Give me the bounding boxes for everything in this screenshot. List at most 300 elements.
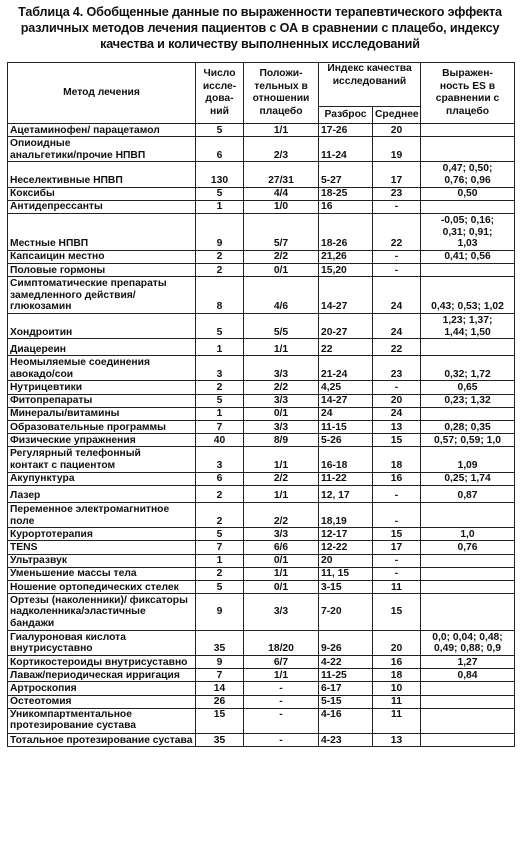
cell-range — [319, 472, 373, 485]
cell-mean-line: 17 — [390, 541, 403, 553]
cell-method-line: Опиоидные — [10, 138, 71, 150]
cell-range-line: 11, 15 — [321, 568, 350, 580]
cell-mean — [373, 541, 421, 554]
cell-method — [8, 669, 196, 682]
cell-range — [319, 313, 373, 338]
cell-range-line: 11-22 — [321, 473, 347, 485]
cell-es — [421, 356, 515, 381]
cell-count-line: 6 — [216, 149, 223, 161]
cell-count — [196, 485, 244, 502]
cell-es-line: -0,05; 0,16; — [440, 214, 495, 226]
cell-mean-line: 11 — [391, 708, 402, 720]
cell-positive-line: 6/6 — [273, 541, 289, 553]
cell-positive-line: - — [279, 708, 283, 720]
cell-positive-line: 5/7 — [273, 238, 289, 250]
table-row — [8, 137, 515, 162]
cell-count-line: 2 — [216, 264, 223, 276]
cell-count-line: 1 — [216, 201, 223, 213]
cell-count-line: 9 — [216, 656, 223, 668]
cell-range — [319, 447, 373, 472]
cell-method-line: Акупунктура — [10, 473, 75, 485]
table-row — [8, 213, 515, 250]
cell-es — [421, 339, 515, 356]
cell-es — [421, 472, 515, 485]
cell-method-line: глюкозамин — [10, 301, 72, 313]
cell-method-line: внутрисуставно — [10, 643, 93, 655]
cell-count-line: 5 — [216, 124, 223, 136]
cell-mean — [373, 263, 421, 276]
cell-count — [196, 356, 244, 381]
cell-es — [421, 162, 515, 187]
cell-positive-line: 3/3 — [273, 368, 289, 380]
cell-range-line: 14-27 — [321, 395, 348, 407]
table-caption — [6, 4, 514, 52]
cell-range — [319, 695, 373, 708]
cell-count-line: 2 — [216, 382, 223, 394]
cell-range — [319, 381, 373, 394]
cell-count — [196, 541, 244, 554]
cell-count-line: 5 — [216, 395, 223, 407]
header-line: иссле- — [202, 80, 237, 92]
cell-count — [196, 381, 244, 394]
cell-method-line: Минералы/витамины — [10, 408, 120, 420]
cell-positive — [244, 162, 319, 187]
cell-es — [421, 708, 515, 733]
cell-count-line: 5 — [216, 326, 223, 338]
cell-mean-line: 11 — [391, 696, 402, 708]
cell-es — [421, 434, 515, 447]
table-row — [8, 187, 515, 200]
cell-mean — [373, 421, 421, 434]
cell-range — [319, 734, 373, 747]
cell-mean — [373, 502, 421, 527]
cell-method-line: протезирование сустава — [10, 720, 137, 732]
cell-method — [8, 708, 196, 733]
cell-positive — [244, 421, 319, 434]
cell-es-line: 0,25; 1,74 — [444, 473, 491, 485]
cell-range-line: 4,25 — [321, 382, 342, 394]
cell-method-line: Гиалуроновая кислота — [10, 631, 126, 643]
header-line: плацебо — [445, 105, 490, 117]
cell-range — [319, 580, 373, 593]
cell-es-line: 1,44; 1,50 — [444, 326, 491, 338]
cell-method-line: Артроскопия — [10, 683, 77, 695]
cell-count — [196, 669, 244, 682]
cell-es-line: 0,47; 0,50; — [442, 163, 493, 175]
cell-mean-line: - — [394, 490, 399, 502]
table-row — [8, 541, 515, 554]
cell-range — [319, 485, 373, 502]
header-line: исследований — [332, 75, 407, 87]
cell-count-line: 1 — [216, 343, 223, 355]
cell-method — [8, 407, 196, 420]
cell-count — [196, 313, 244, 338]
cell-mean — [373, 472, 421, 485]
table-row — [8, 162, 515, 187]
cell-es — [421, 407, 515, 420]
cell-count-line: 2 — [216, 515, 223, 527]
cell-count-line: 2 — [216, 490, 223, 502]
cell-positive-line: - — [279, 683, 283, 695]
cell-method-line: бандажи — [10, 617, 55, 629]
cell-positive-line: 2/3 — [273, 149, 289, 161]
cell-method — [8, 250, 196, 263]
cell-positive — [244, 567, 319, 580]
cell-positive-line: 1/0 — [273, 201, 289, 213]
cell-method — [8, 734, 196, 747]
cell-positive-line: 4/6 — [273, 301, 289, 313]
cell-es-line: 1,23; 1,37; — [442, 314, 493, 326]
cell-positive-line: 6/7 — [273, 656, 289, 668]
cell-method-line: Хондроитин — [10, 326, 73, 338]
cell-count — [196, 421, 244, 434]
cell-es — [421, 695, 515, 708]
cell-mean — [373, 669, 421, 682]
table-row — [8, 200, 515, 213]
cell-range — [319, 434, 373, 447]
cell-es-line: 1,0 — [460, 528, 475, 540]
cell-positive — [244, 656, 319, 669]
cell-count-line: 1 — [216, 555, 223, 567]
cell-es — [421, 447, 515, 472]
cell-mean-line: 18 — [390, 460, 403, 471]
cell-count-line: 9 — [216, 238, 223, 250]
cell-mean-line: 13 — [390, 734, 403, 746]
table-row — [8, 472, 515, 485]
cell-range — [319, 567, 373, 580]
cell-mean — [373, 447, 421, 472]
cell-mean — [373, 485, 421, 502]
cell-positive — [244, 472, 319, 485]
cell-count — [196, 213, 244, 250]
cell-positive-line: 0/1 — [273, 555, 289, 567]
cell-es — [421, 200, 515, 213]
cell-method — [8, 313, 196, 338]
cell-es-line: 0,32; 1,72 — [444, 368, 491, 380]
cell-count — [196, 734, 244, 747]
header-quality — [319, 63, 421, 107]
cell-mean — [373, 695, 421, 708]
cell-range-line: 11-15 — [321, 421, 347, 433]
cell-count — [196, 339, 244, 356]
cell-method-line: Нутрицевтики — [10, 382, 83, 394]
cell-range — [319, 394, 373, 407]
cell-count — [196, 630, 244, 655]
cell-mean — [373, 580, 421, 593]
cell-mean-line: 18 — [390, 669, 403, 681]
cell-mean-line: - — [394, 382, 399, 394]
cell-positive-line: 3/3 — [273, 528, 289, 540]
header-line: Выражен- — [442, 68, 493, 79]
cell-method-line: поле — [10, 515, 35, 527]
cell-count — [196, 124, 244, 137]
cell-mean — [373, 734, 421, 747]
cell-range — [319, 407, 373, 420]
cell-count — [196, 594, 244, 631]
header-line: ний — [210, 105, 229, 117]
cell-mean — [373, 356, 421, 381]
cell-count — [196, 162, 244, 187]
cell-method — [8, 695, 196, 708]
cell-method-line: Симптоматические препараты — [10, 278, 167, 290]
cell-method — [8, 124, 196, 137]
cell-es-line: 0,23; 1,32 — [444, 395, 491, 407]
cell-range-line: 16 — [321, 201, 333, 213]
cell-range-line: 20 — [321, 555, 333, 567]
cell-range-line: 4-23 — [321, 734, 342, 746]
cell-es — [421, 213, 515, 250]
cell-method — [8, 200, 196, 213]
cell-method — [8, 162, 196, 187]
header-line: Положи- — [259, 68, 303, 79]
cell-range-line: 18-25 — [321, 188, 348, 200]
table-row — [8, 356, 515, 381]
cell-es — [421, 485, 515, 502]
cell-es-line: 0,49; 0,88; 0,9 — [434, 643, 501, 655]
cell-range-line: 24 — [321, 408, 333, 420]
cell-mean — [373, 594, 421, 631]
cell-range — [319, 339, 373, 356]
cell-method — [8, 541, 196, 554]
cell-mean — [373, 656, 421, 669]
cell-mean-line: 13 — [390, 421, 403, 433]
cell-positive-line: - — [279, 696, 283, 708]
cell-es — [421, 263, 515, 276]
cell-method-line: Антидепрессанты — [10, 201, 103, 213]
table-row — [8, 339, 515, 356]
cell-range — [319, 502, 373, 527]
cell-positive — [244, 124, 319, 137]
cell-positive-line: 8/9 — [273, 434, 289, 446]
cell-count-line: 7 — [216, 669, 223, 681]
cell-mean-line: - — [394, 251, 399, 263]
header-line: сравнении с — [435, 93, 500, 104]
cell-method-line: надколенника/эластичные — [10, 606, 146, 618]
cell-es — [421, 421, 515, 434]
cell-es — [421, 381, 515, 394]
cell-es-line: 1,03 — [457, 238, 478, 250]
cell-method-line: Коксибы — [10, 188, 55, 200]
cell-count — [196, 263, 244, 276]
cell-positive — [244, 381, 319, 394]
cell-es — [421, 277, 515, 314]
cell-method-line: Регулярный телефонный — [10, 448, 141, 460]
cell-mean — [373, 162, 421, 187]
cell-mean — [373, 313, 421, 338]
cell-mean-line: 24 — [390, 408, 403, 420]
cell-mean — [373, 381, 421, 394]
cell-method — [8, 394, 196, 407]
cell-method-line: Тотальное протезирование сустава — [10, 734, 193, 746]
cell-mean-line: 16 — [390, 473, 403, 485]
cell-method-line: анальгетики/прочие НПВП — [10, 149, 146, 161]
cell-es-line: 1,27 — [457, 656, 478, 668]
cell-method-line: контакт с пациентом — [10, 460, 116, 471]
cell-positive-line: 0/1 — [273, 408, 289, 420]
cell-positive-line: 1/1 — [273, 343, 289, 355]
cell-range-line: 9-26 — [321, 643, 342, 655]
cell-count-line: 5 — [216, 581, 223, 593]
cell-es-line: 0,76 — [457, 541, 478, 553]
cell-range-line: 4-22 — [321, 656, 342, 668]
cell-es — [421, 580, 515, 593]
cell-range-line: 21-24 — [321, 368, 348, 380]
table-row — [8, 434, 515, 447]
table-row — [8, 695, 515, 708]
cell-es-line: 0,65 — [457, 382, 478, 394]
cell-es — [421, 394, 515, 407]
cell-range — [319, 541, 373, 554]
cell-mean-line: 22 — [390, 238, 403, 250]
cell-method — [8, 339, 196, 356]
cell-count — [196, 695, 244, 708]
cell-mean — [373, 394, 421, 407]
header-line: ность ES в — [439, 80, 496, 92]
header-mean: Среднее — [373, 107, 421, 124]
cell-method — [8, 656, 196, 669]
cell-positive-line: 1/1 — [273, 490, 289, 502]
cell-range-line: 20-27 — [321, 326, 348, 338]
cell-count — [196, 434, 244, 447]
cell-count — [196, 528, 244, 541]
cell-method — [8, 580, 196, 593]
cell-mean — [373, 434, 421, 447]
cell-count — [196, 656, 244, 669]
cell-range — [319, 250, 373, 263]
cell-positive-line: 18/20 — [268, 643, 294, 655]
cell-es — [421, 669, 515, 682]
cell-positive — [244, 630, 319, 655]
table-row — [8, 421, 515, 434]
table-row — [8, 394, 515, 407]
cell-mean-line: 17 — [390, 174, 403, 186]
cell-positive-line: 2/2 — [273, 473, 289, 485]
cell-range — [319, 594, 373, 631]
header-line: Число — [203, 68, 236, 79]
cell-positive-line: 3/3 — [273, 606, 289, 618]
header-method: Метод лечения — [8, 63, 196, 124]
cell-positive — [244, 485, 319, 502]
cell-positive — [244, 277, 319, 314]
cell-mean-line: 20 — [390, 395, 403, 407]
cell-positive-line: 5/5 — [273, 326, 289, 338]
cell-es-line: 1,09 — [457, 460, 478, 471]
cell-method-line: замедленного действия/ — [10, 289, 136, 301]
cell-range-line: 5-15 — [321, 696, 342, 708]
cell-method — [8, 356, 196, 381]
cell-method-line: авокадо/сои — [10, 368, 74, 380]
cell-es — [421, 734, 515, 747]
cell-count-line: 9 — [216, 606, 223, 618]
cell-mean-line: - — [394, 515, 399, 527]
cell-mean-line: 11 — [391, 581, 402, 593]
cell-range — [319, 421, 373, 434]
cell-count-line: 40 — [213, 434, 226, 446]
cell-count-line: 130 — [210, 174, 229, 186]
cell-count — [196, 554, 244, 567]
cell-positive-line: - — [279, 734, 283, 746]
cell-count-line: 5 — [216, 188, 223, 200]
table-row — [8, 528, 515, 541]
cell-count — [196, 187, 244, 200]
table-row — [8, 124, 515, 137]
header-line: отношении — [252, 93, 310, 104]
cell-es-line: 0,28; 0,35 — [444, 421, 491, 433]
cell-positive — [244, 447, 319, 472]
cell-mean-line: 20 — [390, 643, 403, 655]
cell-method — [8, 263, 196, 276]
cell-range-line: 7-20 — [321, 606, 342, 618]
cell-es — [421, 124, 515, 137]
cell-positive — [244, 187, 319, 200]
cell-count — [196, 567, 244, 580]
cell-range — [319, 554, 373, 567]
cell-method-line: Переменное электромагнитное — [10, 503, 170, 515]
caption-line: качества и количеству выполненных исследований — [100, 37, 420, 51]
cell-positive-line: 0/1 — [273, 581, 289, 593]
cell-range — [319, 213, 373, 250]
table-body — [8, 124, 515, 747]
table-row — [8, 708, 515, 733]
cell-positive — [244, 250, 319, 263]
cell-method-line: Лазер — [10, 490, 41, 502]
cell-count — [196, 250, 244, 263]
cell-method-line: Диацереин — [10, 343, 67, 355]
cell-method-line: Уникомпартментальное — [10, 708, 132, 720]
header-line: плацебо — [259, 105, 303, 117]
cell-mean — [373, 567, 421, 580]
cell-positive — [244, 434, 319, 447]
cell-method — [8, 485, 196, 502]
table-row — [8, 682, 515, 695]
cell-range-line: 11-25 — [321, 669, 347, 681]
cell-method — [8, 630, 196, 655]
table-row — [8, 313, 515, 338]
table-row — [8, 502, 515, 527]
cell-mean — [373, 339, 421, 356]
cell-count-line: 3 — [216, 460, 223, 471]
cell-method-line: Ацетаминофен/ парацетамол — [10, 124, 160, 136]
header-positive — [244, 63, 319, 124]
cell-range — [319, 682, 373, 695]
cell-method — [8, 502, 196, 527]
cell-positive-line: 1/1 — [273, 669, 289, 681]
cell-method-line: Фитопрепараты — [10, 395, 93, 407]
table-row — [8, 447, 515, 472]
cell-positive — [244, 502, 319, 527]
header-line: тельных в — [254, 80, 308, 92]
table-row — [8, 263, 515, 276]
cell-positive — [244, 594, 319, 631]
cell-positive — [244, 263, 319, 276]
cell-mean-line: 10 — [390, 683, 403, 695]
cell-count — [196, 472, 244, 485]
cell-method-line: Курортотерапия — [10, 528, 93, 540]
cell-positive — [244, 339, 319, 356]
cell-count-line: 3 — [216, 368, 223, 380]
cell-count-line: 2 — [216, 251, 223, 263]
cell-mean-line: - — [394, 555, 399, 567]
cell-mean — [373, 200, 421, 213]
table-row — [8, 485, 515, 502]
cell-es — [421, 502, 515, 527]
cell-positive-line: 2/2 — [273, 515, 289, 527]
cell-count-line: 2 — [216, 568, 223, 580]
cell-es — [421, 554, 515, 567]
cell-range-line: 22 — [321, 343, 333, 355]
cell-positive-line: 4/4 — [273, 188, 289, 200]
cell-es — [421, 656, 515, 669]
